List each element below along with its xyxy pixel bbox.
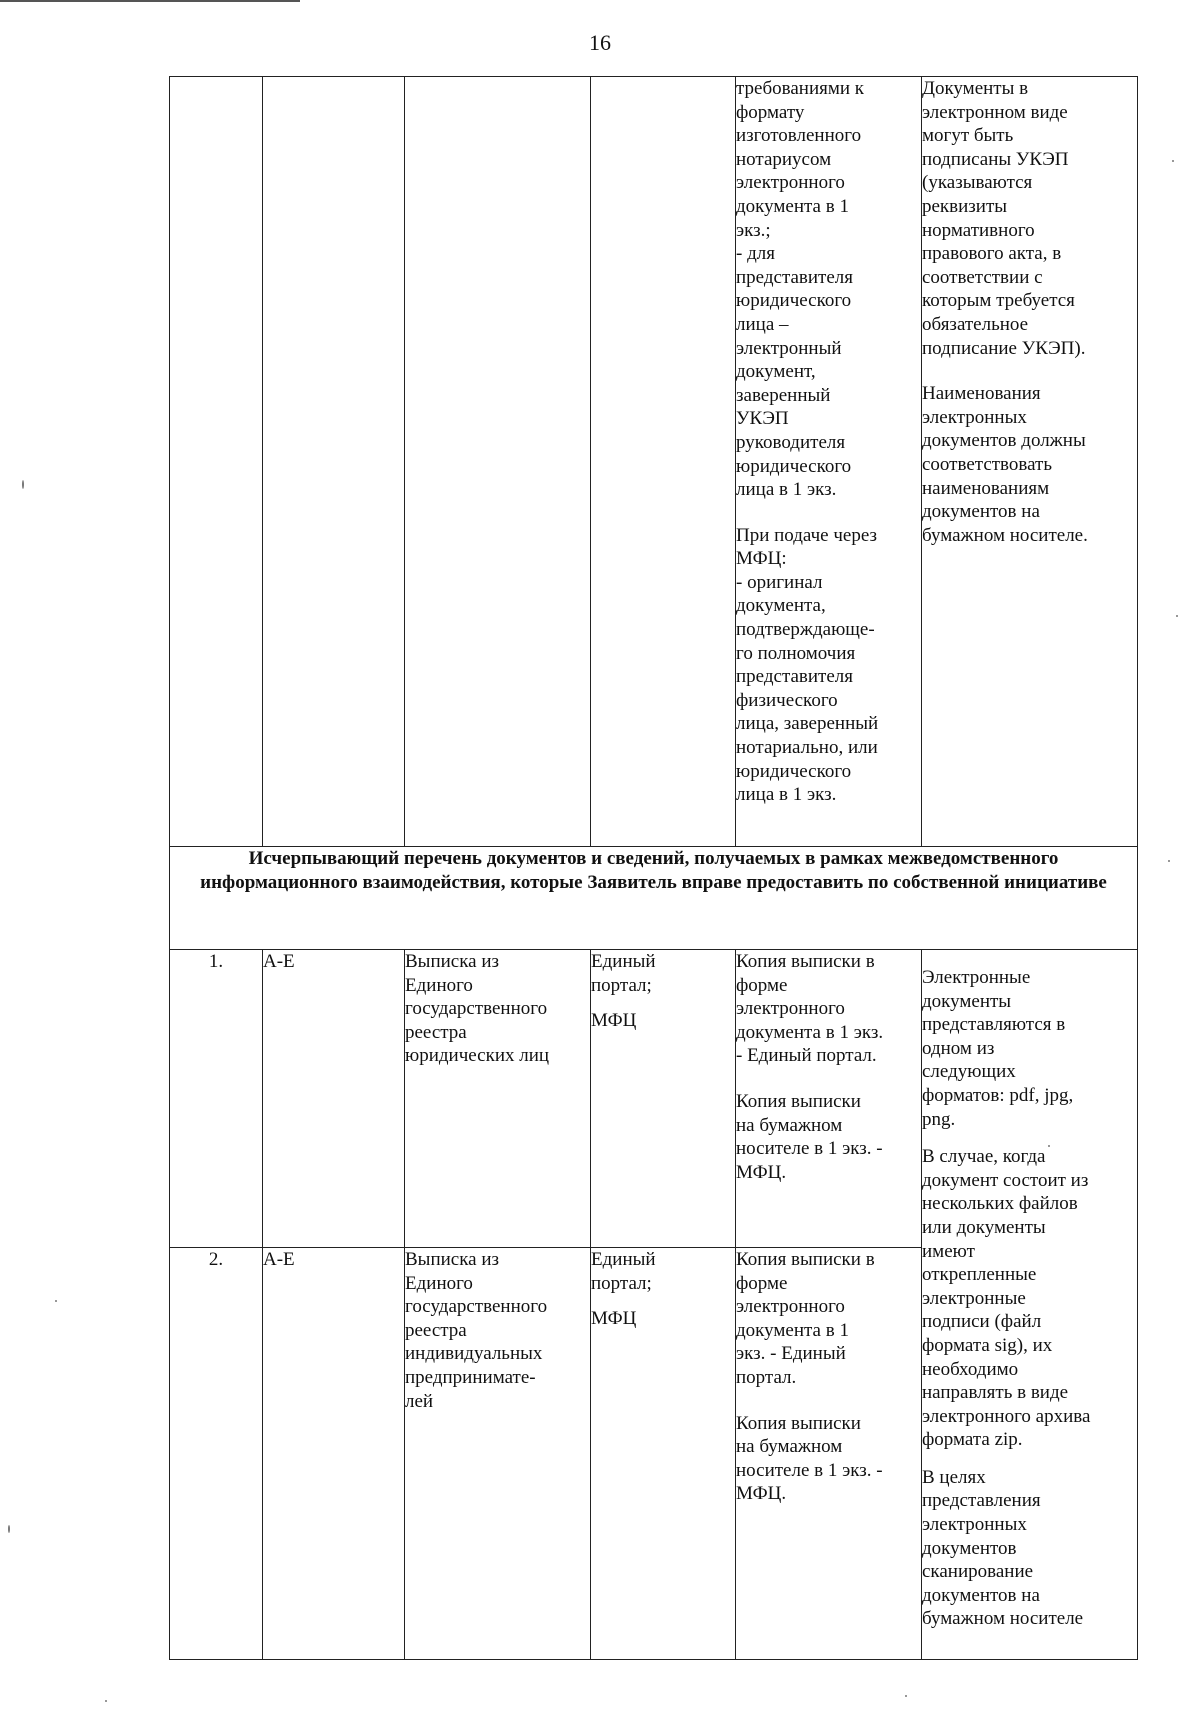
- cont-note-cell: [922, 77, 1138, 847]
- row-category: А-Е: [263, 950, 405, 1248]
- row-document-text: Выписка из Единого государственного реестра юридических лиц: [405, 951, 550, 1067]
- page-number: 16: [589, 30, 611, 55]
- cont-num-cell: [170, 77, 263, 847]
- row-form-paper: Копия выписки на бумажном носителе в 1 экз. - МФЦ.: [736, 1412, 883, 1505]
- shared-note-paragraph: Электронные документы представляются в одном из следующих форматов: pdf, jpg, png.: [922, 967, 1074, 1130]
- scan-speck: [1168, 860, 1170, 862]
- shared-note-paragraph: В случае, когда документ состоит из нескольких файлов или документы имеют открепленные электронные подписи (файл формата sig), их необходимо направлять в виде электронного архива формата zip.: [922, 1146, 1091, 1451]
- table-row: [170, 950, 1138, 1248]
- row-form: [736, 950, 922, 1248]
- row-document-text: Выписка из Единого государственного реестра индивидуальных предпринимате- лей: [405, 1249, 548, 1412]
- row-channel-portal: Единый портал;: [591, 951, 656, 996]
- row-category: А-Е: [263, 1248, 405, 1660]
- continuation-row: [170, 77, 1138, 847]
- shared-note-paragraph: В целях представления электронных документов сканирование документов на бумажном носителе: [922, 1466, 1084, 1630]
- scan-top-line: [0, 0, 300, 2]
- scan-speck: [905, 1695, 907, 1697]
- row-document: [405, 950, 591, 1248]
- scan-speck: [105, 1700, 107, 1702]
- scan-speck: [55, 1300, 57, 1302]
- section-header: Исчерпывающий перечень документов и сведений, получаемых в рамках межведомственного информационного взаимодействия, которые Заявитель вправе предоставить по собственной инициативе: [170, 847, 1138, 950]
- cont-category-cell: [263, 77, 405, 847]
- cont-form-paragraph: требованиями к формату изготовленного нотариусом электронного документа в 1 экз.; - для представителя юридического лица – электронный документ, заверенный УКЭП руководителя юридического лица в 1 экз.: [736, 78, 865, 501]
- scan-speck: [8, 1525, 10, 1533]
- section-header-row: [170, 847, 1138, 950]
- cont-channel-cell: [591, 77, 736, 847]
- scan-speck: [1176, 615, 1178, 617]
- cont-note-paragraph: Наименования электронных документов должны соответствовать наименованиям документов на бумажном носителе.: [922, 383, 1088, 546]
- cont-form-paragraph: При подаче через МФЦ: - оригинал документа, подтверждающе- го полномочия представителя физического лица, заверенный нотариально, или юридического лица в 1 экз.: [736, 524, 879, 806]
- row-form-electronic: Копия выписки в форме электронного документа в 1 экз. - Единый портал.: [736, 1249, 875, 1388]
- scan-speck: [1172, 160, 1174, 162]
- row-channel: [591, 950, 736, 1248]
- cont-note-paragraph: Документы в электронном виде могут быть подписаны УКЭП (указываются реквизиты нормативного правового акта, в соответствии с которым требуется обязательное подписание УКЭП).: [922, 78, 1086, 359]
- shared-note-cell: [922, 950, 1138, 1660]
- row-form: [736, 1248, 922, 1660]
- row-channel-mfc: МФЦ: [591, 1308, 637, 1330]
- row-channel: [591, 1248, 736, 1660]
- row-form-electronic: Копия выписки в форме электронного документа в 1 экз. - Единый портал.: [736, 951, 884, 1067]
- row-document: [405, 1248, 591, 1660]
- row-channel-mfc: МФЦ: [591, 1010, 637, 1032]
- cont-document-cell: [405, 77, 591, 847]
- row-channel-portal: Единый портал;: [591, 1249, 656, 1294]
- row-form-paper: Копия выписки на бумажном носителе в 1 экз. - МФЦ.: [736, 1090, 883, 1183]
- documents-table: [169, 76, 1138, 1660]
- cont-form-cell: [736, 77, 922, 847]
- row-number: 1.: [170, 950, 263, 1248]
- scan-speck: [22, 480, 24, 489]
- row-number: 2.: [170, 1248, 263, 1660]
- scan-speck: [1048, 1145, 1050, 1147]
